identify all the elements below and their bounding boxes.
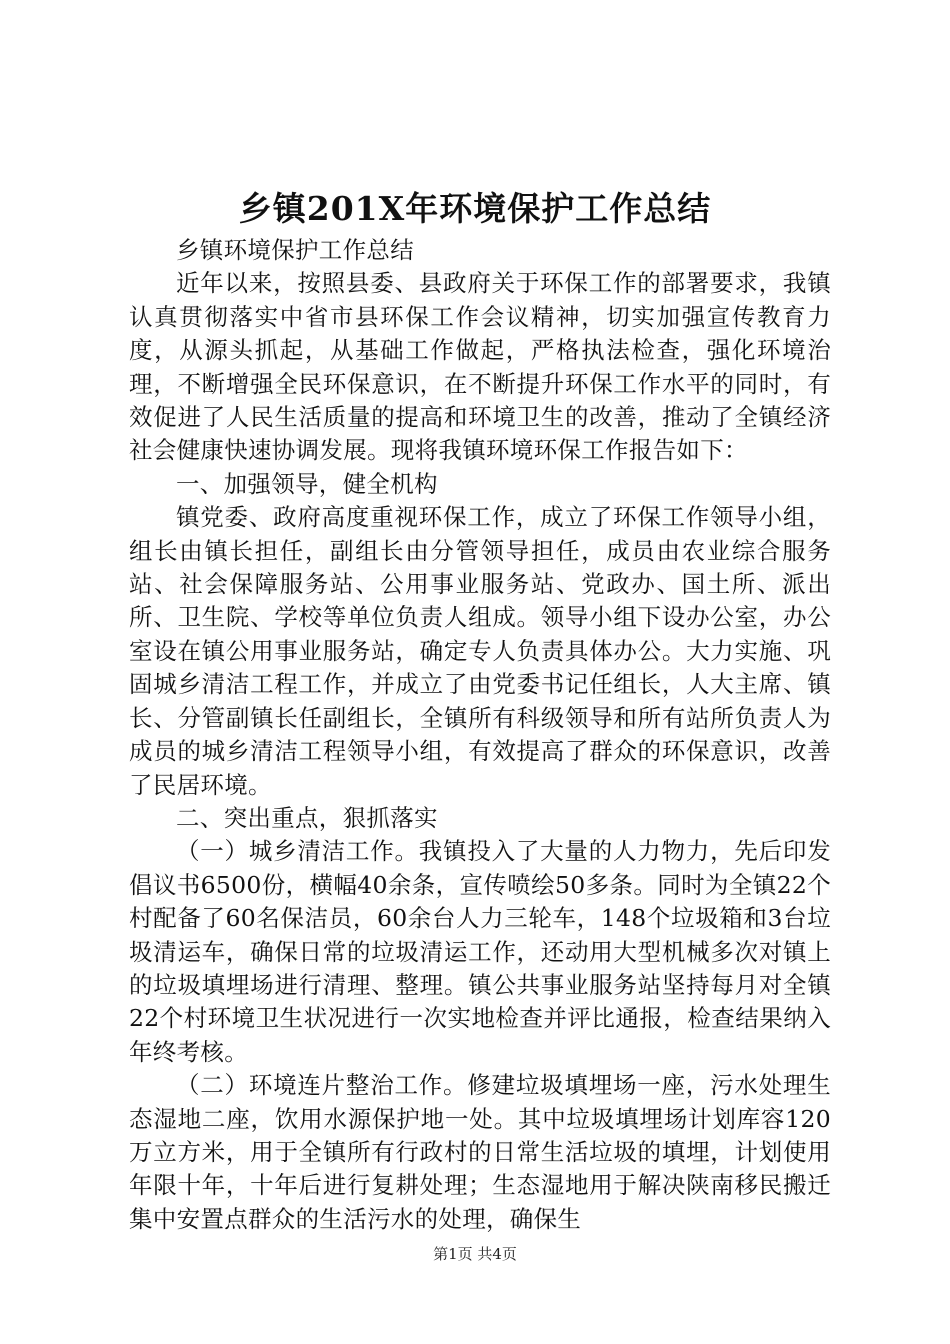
- section-heading-1: 一、加强领导，健全机构: [176, 469, 438, 498]
- paragraph-environment-rectification: （二）环境连片整治工作。修建垃圾填埋场一座，污水处理生态湿地二座，饮用水源保护地一处。其中垃圾填埋场计划库容120万立方米，用于全镇所有行政村的日常生活垃圾的填埋，计划使用年限十年，十年后进行复耕处理；生态湿地用于解决陕南移民搬迁集中安置点群众的生活污水的处理，确保生: [129, 1071, 831, 1233]
- document-title: 乡镇201X年环境保护工作总结: [238, 189, 712, 228]
- paragraph-urban-rural-cleaning: （一）城乡清洁工作。我镇投入了大量的人力物力，先后印发倡议书6500份，横幅40余条，宣传喷绘50多条。同时为全镇22个村配备了60名保洁员，60余台人力三轮车，148个垃圾箱和3台垃圾清运车，确保日常的垃圾清运工作，还动用大型机械多次对镇上的垃圾填埋场进行清理、整理。镇公共事业服务站坚持每月对全镇22个村环境卫生状况进行一次实地检查并评比通报，检查结果纳入年终考核。: [129, 837, 831, 1066]
- section-heading-2: 二、突出重点，狠抓落实: [176, 803, 438, 832]
- document-subtitle: 乡镇环境保护工作总结: [176, 236, 414, 264]
- page-footer: 第1页 共4页: [433, 1245, 517, 1263]
- paragraph-intro: 近年以来，按照县委、县政府关于环保工作的部署要求，我镇认真贯彻落实中省市县环保工作会议精神，切实加强宣传教育力度，从源头抓起，从基础工作做起，严格执法检查，强化环境治理，不断增强全民环保意识，在不断提升环保工作水平的同时，有效促进了人民生活质量的提高和环境卫生的改善，推动了全镇经济社会健康快速协调发展。现将我镇环境环保工作报告如下：: [129, 269, 831, 465]
- document-body: [129, 234, 831, 1236]
- paragraph-leadership: 镇党委、政府高度重视环保工作，成立了环保工作领导小组，组长由镇长担任，副组长由分管领导担任，成员由农业综合服务站、社会保障服务站、公用事业服务站、党政办、国土所、派出所、卫生院、学校等单位负责人组成。领导小组下设办公室，办公室设在镇公用事业服务站，确定专人负责具体办公。大力实施、巩固城乡清洁工程工作，并成立了由党委书记任组长，人大主席、镇长、分管副镇长任副组长，全镇所有科级领导和所有站所负责人为成员的城乡清洁工程领导小组，有效提高了群众的环保意识，改善了民居环境。: [129, 503, 831, 799]
